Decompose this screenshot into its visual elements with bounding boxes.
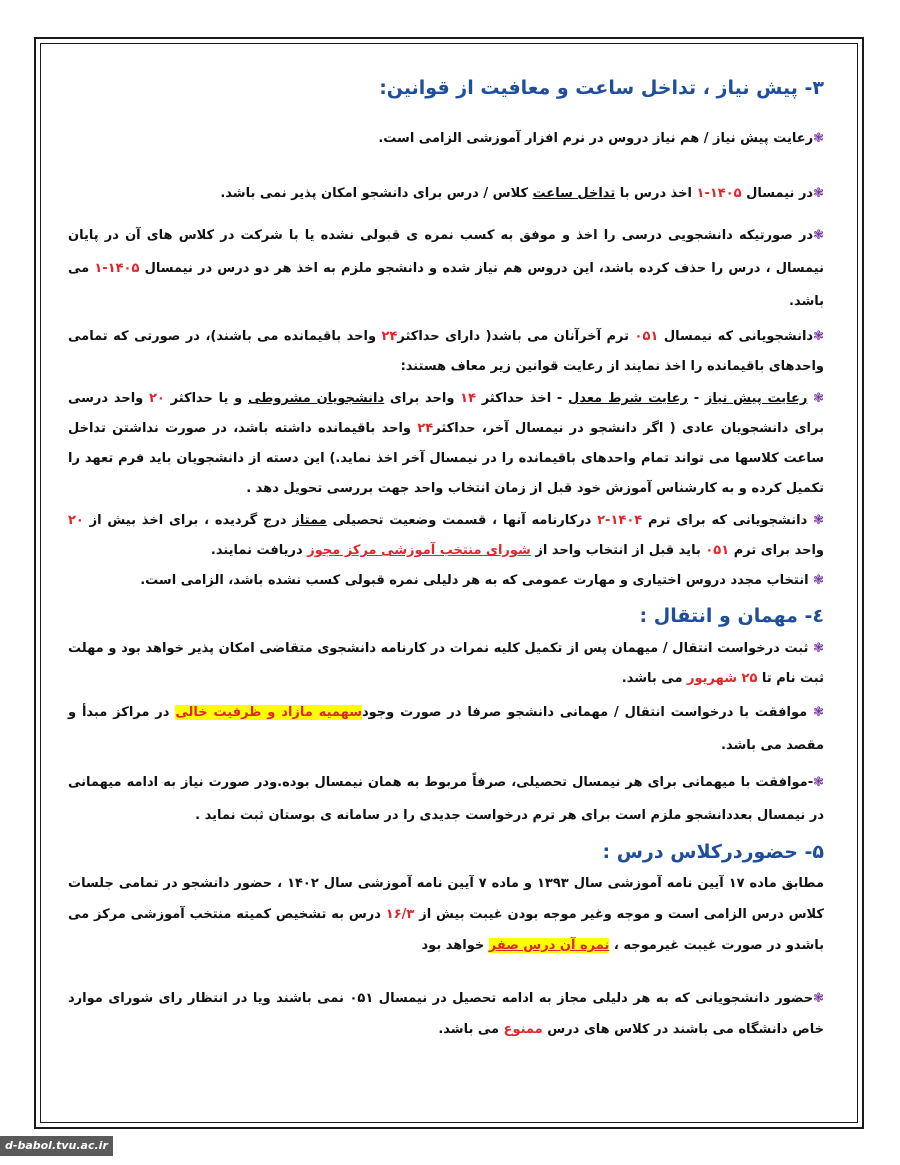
flower-bullet-icon: ❃: [813, 705, 825, 720]
s5-paragraph-2: ❃حضور دانشجویانی که به هر دلیلی مجاز به ادامه تحصیل در نیمسال ۰۵۱ نمی باشند ویا در انتظار رای شورای موارد خاص دانشگاه می باشند در کلاس های درس ممنوع می باشد.: [68, 991, 824, 1037]
flower-bullet-icon: ❃: [813, 573, 824, 588]
flower-bullet-icon: ❃: [813, 775, 824, 790]
flower-bullet-icon: ❃: [813, 513, 824, 528]
flower-bullet-icon: ❃: [813, 329, 824, 344]
s3-paragraph-3: ❃در صورتیکه دانشجویی درسی را اخذ و موفق به کسب نمره ی قبولی نشده یا با شرکت در کلاس های آن در پایان نیمسال ، درس را حذف کرده باشد، این دروس هم نیاز شده و دانشجو ملزم به اخذ هر دو درس در نیمسال ۱۴۰۵-۱ می باشد.: [68, 228, 824, 309]
flower-bullet-icon: ❃: [813, 641, 824, 656]
s3-paragraph-1: ❃رعایت پیش نیاز / هم نیاز دروس در نرم افزار آموزشی الزامی است.: [378, 131, 824, 146]
s4-paragraph-3: ❃-موافقت با میهمانی برای هر نیمسال تحصیلی، صرفاً مربوط به همان نیمسال بوده.ودر صورت نیاز به ادامه میهمانی در نیمسال بعددانشجو ملزم است برای هر ترم درخواست جدیدی را در سامانه ی بوستان ثبت نماید .: [68, 775, 824, 823]
s3-paragraph-4: ❃دانشجویانی که نیمسال ۰۵۱ ترم آخرآنان می باشد( دارای حداکثر۲۴ واحد باقیمانده می باشند)، در صورتی که تمامی واحدهای باقیمانده را اخذ نمایند از رعایت قوانین زیر معاف هستند:: [68, 329, 824, 374]
s3-paragraph-5: ❃ رعایت پیش نیاز - رعایت شرط معدل - اخذ حداکثر ۱۴ واحد برای دانشجویان مشروطی و یا حداکثر ۲۰ واحد درسی برای دانشجویان عادی ( اگر دانشجو در نیمسال آخر، حداکثر۲۴ واحد باقیمانده داشته باشد، در صورت نداشتن تداخل ساعت کلاسها می تواند تمام واحدهای باقیمانده را در نیمسال آخر اخذ نماید.) این دسته از دانشجویان باید فرم تعهد را تکمیل کرده و به کارشناس آموزش خود قبل از زمان انتخاب واحد جهت بررسی تحویل دهد .: [68, 391, 825, 496]
footer-site-url: d-babol.tvu.ac.ir: [0, 1136, 113, 1156]
section-4-title: ٤- مهمان و انتقال :: [639, 605, 824, 627]
s3-paragraph-2: ❃در نیمسال ۱۴۰۵-۱ اخذ درس با تداخل ساعت کلاس / درس برای دانشجو امکان پذیر نمی باشد.: [220, 186, 824, 201]
s4-paragraph-2: ❃ موافقت با درخواست انتقال / مهمانی دانشجو صرفا در صورت وجودسهمیه مازاد و ظرفیت خالی در مراکز مبدأ و مقصد می باشد.: [68, 705, 825, 753]
flower-bullet-icon: ❃: [813, 228, 824, 243]
s5-paragraph-1: مطابق ماده ۱۷ آیین نامه آموزشی سال ۱۳۹۳ و ماده ۷ آیین نامه آموزشی سال ۱۴۰۲ ، حضور دانشجو در تمامی جلسات کلاس درس الزامی است و موجه وغیر موجه بودن غیبت بیش از ۱۶/۳ درس به تشخیص کمیته منتخب آموزشی مرکز می باشدو در صورت غیبت غیرموجه ، نمره آن درس صفر خواهد بود: [68, 876, 824, 953]
document-body: [68, 72, 824, 1045]
flower-bullet-icon: ❃: [813, 131, 824, 146]
flower-bullet-icon: ❃: [813, 391, 825, 406]
s4-paragraph-1: ❃ ثبت درخواست انتقال / میهمان پس از تکمیل کلیه نمرات در کارنامه دانشجوی متقاضی امکان پذیر خواهد بود و مهلت ثبت نام تا ۲۵ شهریور می باشد.: [68, 641, 824, 686]
s3-paragraph-6: ❃ دانشجویانی که برای ترم ۱۴۰۴-۲ درکارنامه آنها ، قسمت وضعیت تحصیلی ممتاز درج گردیده ، برای اخذ بیش از ۲۰ واحد برای ترم ۰۵۱ باید قبل از انتخاب واحد از شورای منتخب آموزشی مرکز مجوز دریافت نمایند.: [68, 513, 824, 558]
flower-bullet-icon: ❃: [813, 186, 824, 201]
section-3-title: ۳- پیش نیاز ، تداخل ساعت و معافیت از قوانین:: [379, 77, 824, 99]
s3-paragraph-7: ❃ انتخاب مجدد دروس اختیاری و مهارت عمومی که به هر دلیلی نمره قبولی کسب نشده باشد، الزامی است.: [140, 573, 824, 588]
section-5-title: ۵- حضوردرکلاس درس :: [602, 841, 824, 863]
flower-bullet-icon: ❃: [813, 991, 824, 1006]
